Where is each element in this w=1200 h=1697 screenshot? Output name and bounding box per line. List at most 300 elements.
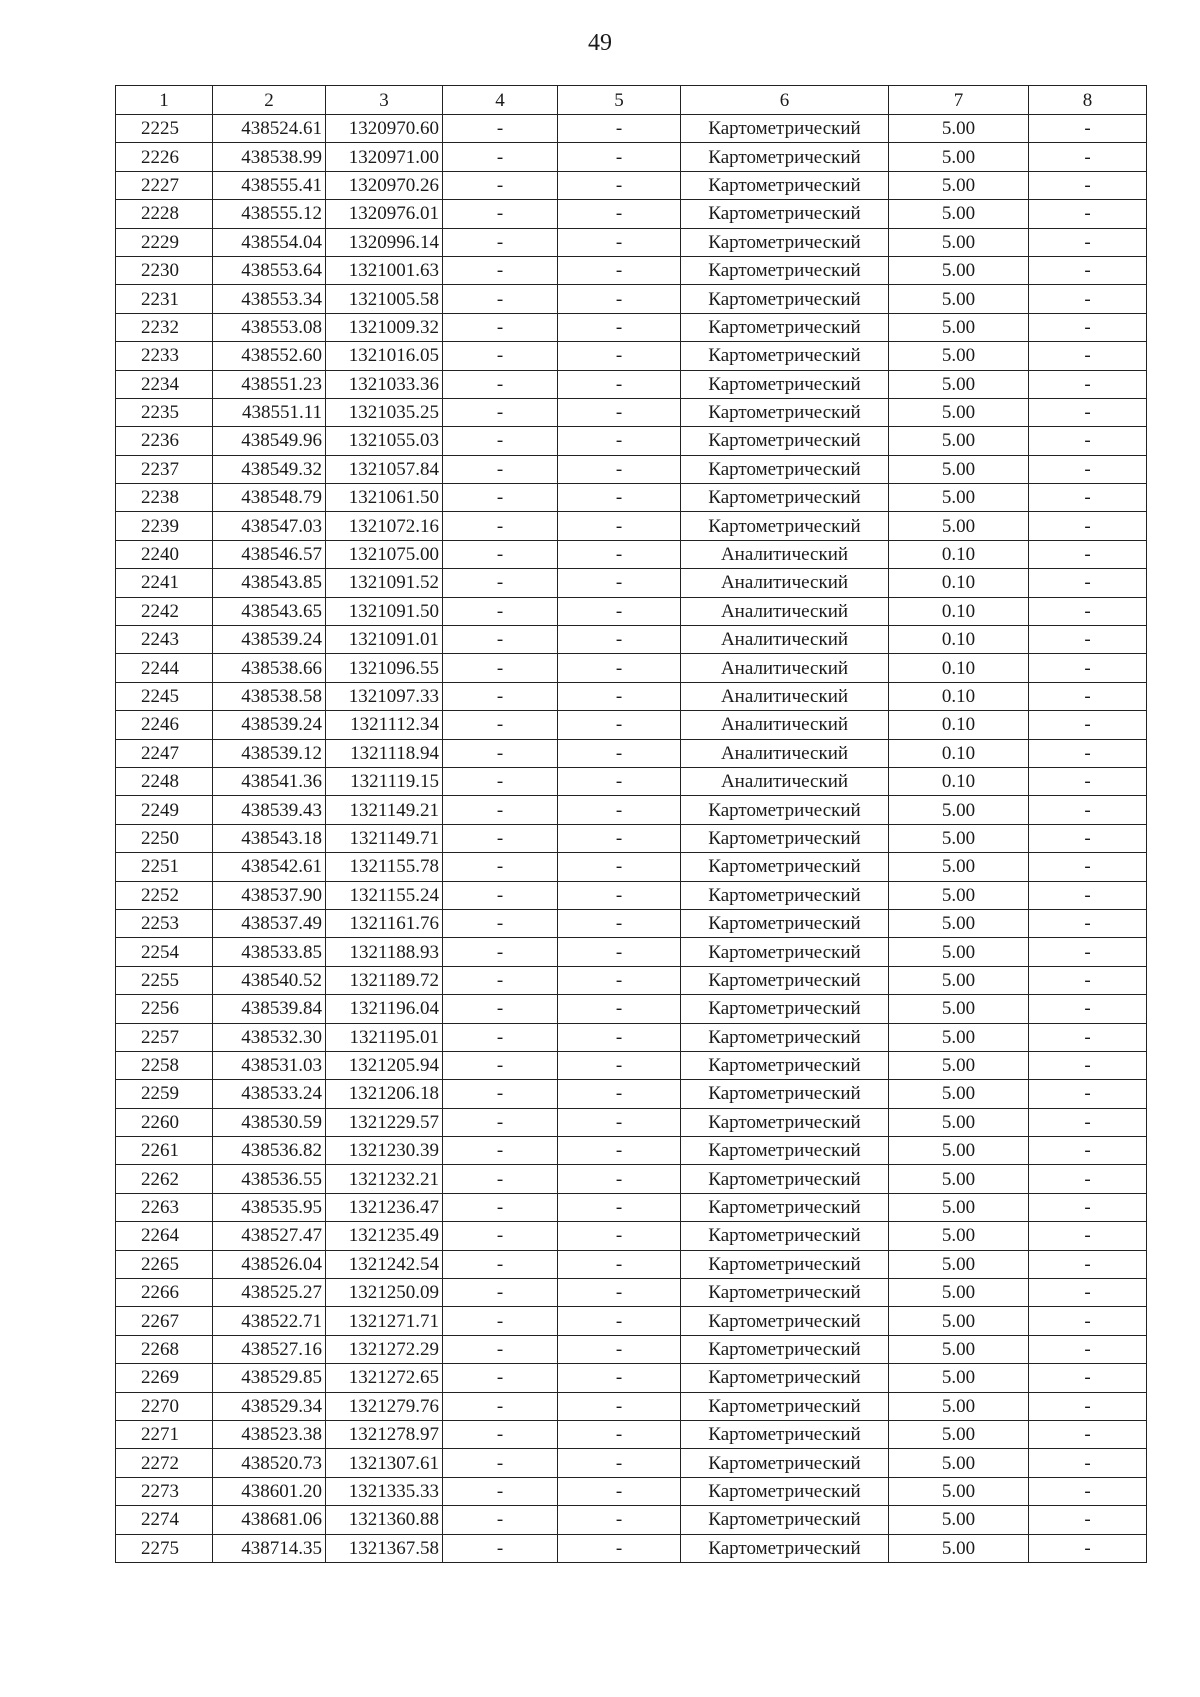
col5-value-cell: - bbox=[558, 342, 681, 370]
method-cell: Картометрический bbox=[681, 853, 889, 881]
method-cell: Картометрический bbox=[681, 1335, 889, 1363]
point-number-cell: 2268 bbox=[116, 1335, 213, 1363]
accuracy-cell: 5.00 bbox=[889, 1477, 1029, 1505]
accuracy-cell: 0.10 bbox=[889, 597, 1029, 625]
accuracy-cell: 5.00 bbox=[889, 484, 1029, 512]
col4-value-cell: - bbox=[443, 1222, 558, 1250]
accuracy-cell: 5.00 bbox=[889, 1137, 1029, 1165]
col4-value-cell: - bbox=[443, 1165, 558, 1193]
x-coordinate-cell: 438549.96 bbox=[213, 427, 326, 455]
method-cell: Картометрический bbox=[681, 1477, 889, 1505]
method-cell: Картометрический bbox=[681, 398, 889, 426]
col8-value-cell: - bbox=[1029, 370, 1147, 398]
col5-value-cell: - bbox=[558, 115, 681, 143]
x-coordinate-cell: 438526.04 bbox=[213, 1250, 326, 1278]
col4-value-cell: - bbox=[443, 881, 558, 909]
col4-value-cell: - bbox=[443, 1506, 558, 1534]
col5-value-cell: - bbox=[558, 1250, 681, 1278]
accuracy-cell: 5.00 bbox=[889, 909, 1029, 937]
accuracy-cell: 0.10 bbox=[889, 739, 1029, 767]
y-coordinate-cell: 1321005.58 bbox=[326, 285, 443, 313]
col5-value-cell: - bbox=[558, 1279, 681, 1307]
point-number-cell: 2273 bbox=[116, 1477, 213, 1505]
accuracy-cell: 0.10 bbox=[889, 682, 1029, 710]
table-row bbox=[116, 1477, 1147, 1505]
col5-value-cell: - bbox=[558, 569, 681, 597]
y-coordinate-cell: 1320976.01 bbox=[326, 200, 443, 228]
col4-value-cell: - bbox=[443, 711, 558, 739]
accuracy-cell: 5.00 bbox=[889, 1420, 1029, 1448]
col4-value-cell: - bbox=[443, 1534, 558, 1562]
table-row bbox=[116, 455, 1147, 483]
col8-value-cell: - bbox=[1029, 1051, 1147, 1079]
y-coordinate-cell: 1321033.36 bbox=[326, 370, 443, 398]
x-coordinate-cell: 438551.11 bbox=[213, 398, 326, 426]
x-coordinate-cell: 438548.79 bbox=[213, 484, 326, 512]
col5-value-cell: - bbox=[558, 597, 681, 625]
col8-value-cell: - bbox=[1029, 1307, 1147, 1335]
col8-value-cell: - bbox=[1029, 455, 1147, 483]
col4-value-cell: - bbox=[443, 1193, 558, 1221]
x-coordinate-cell: 438555.41 bbox=[213, 171, 326, 199]
y-coordinate-cell: 1321188.93 bbox=[326, 938, 443, 966]
method-cell: Картометрический bbox=[681, 342, 889, 370]
method-cell: Картометрический bbox=[681, 1222, 889, 1250]
col4-value-cell: - bbox=[443, 398, 558, 426]
col8-value-cell: - bbox=[1029, 597, 1147, 625]
col8-value-cell: - bbox=[1029, 143, 1147, 171]
accuracy-cell: 0.10 bbox=[889, 711, 1029, 739]
col4-value-cell: - bbox=[443, 342, 558, 370]
y-coordinate-cell: 1321057.84 bbox=[326, 455, 443, 483]
col8-value-cell: - bbox=[1029, 398, 1147, 426]
column-header-4: 4 bbox=[443, 86, 558, 115]
y-coordinate-cell: 1321195.01 bbox=[326, 1023, 443, 1051]
accuracy-cell: 5.00 bbox=[889, 1165, 1029, 1193]
table-row bbox=[116, 200, 1147, 228]
y-coordinate-cell: 1321096.55 bbox=[326, 654, 443, 682]
point-number-cell: 2255 bbox=[116, 966, 213, 994]
point-number-cell: 2226 bbox=[116, 143, 213, 171]
point-number-cell: 2248 bbox=[116, 767, 213, 795]
point-number-cell: 2228 bbox=[116, 200, 213, 228]
col8-value-cell: - bbox=[1029, 569, 1147, 597]
col8-value-cell: - bbox=[1029, 767, 1147, 795]
col5-value-cell: - bbox=[558, 540, 681, 568]
table-row bbox=[116, 966, 1147, 994]
accuracy-cell: 0.10 bbox=[889, 654, 1029, 682]
accuracy-cell: 5.00 bbox=[889, 1392, 1029, 1420]
col4-value-cell: - bbox=[443, 938, 558, 966]
table-row bbox=[116, 739, 1147, 767]
method-cell: Картометрический bbox=[681, 1108, 889, 1136]
y-coordinate-cell: 1320970.60 bbox=[326, 115, 443, 143]
col8-value-cell: - bbox=[1029, 1279, 1147, 1307]
y-coordinate-cell: 1321061.50 bbox=[326, 484, 443, 512]
col4-value-cell: - bbox=[443, 569, 558, 597]
x-coordinate-cell: 438537.90 bbox=[213, 881, 326, 909]
x-coordinate-cell: 438533.24 bbox=[213, 1080, 326, 1108]
col5-value-cell: - bbox=[558, 739, 681, 767]
method-cell: Картометрический bbox=[681, 796, 889, 824]
col5-value-cell: - bbox=[558, 370, 681, 398]
col8-value-cell: - bbox=[1029, 1477, 1147, 1505]
x-coordinate-cell: 438539.84 bbox=[213, 995, 326, 1023]
col5-value-cell: - bbox=[558, 654, 681, 682]
point-number-cell: 2245 bbox=[116, 682, 213, 710]
point-number-cell: 2270 bbox=[116, 1392, 213, 1420]
col8-value-cell: - bbox=[1029, 1137, 1147, 1165]
col4-value-cell: - bbox=[443, 1080, 558, 1108]
y-coordinate-cell: 1321072.16 bbox=[326, 512, 443, 540]
col5-value-cell: - bbox=[558, 285, 681, 313]
method-cell: Картометрический bbox=[681, 1165, 889, 1193]
col5-value-cell: - bbox=[558, 228, 681, 256]
method-cell: Аналитический bbox=[681, 569, 889, 597]
table-row bbox=[116, 313, 1147, 341]
y-coordinate-cell: 1321112.34 bbox=[326, 711, 443, 739]
point-number-cell: 2238 bbox=[116, 484, 213, 512]
column-header-8: 8 bbox=[1029, 86, 1147, 115]
col5-value-cell: - bbox=[558, 143, 681, 171]
col5-value-cell: - bbox=[558, 1534, 681, 1562]
table-row bbox=[116, 767, 1147, 795]
y-coordinate-cell: 1321232.21 bbox=[326, 1165, 443, 1193]
accuracy-cell: 5.00 bbox=[889, 1193, 1029, 1221]
col4-value-cell: - bbox=[443, 739, 558, 767]
col5-value-cell: - bbox=[558, 881, 681, 909]
col8-value-cell: - bbox=[1029, 1023, 1147, 1051]
col8-value-cell: - bbox=[1029, 938, 1147, 966]
method-cell: Картометрический bbox=[681, 1080, 889, 1108]
method-cell: Картометрический bbox=[681, 1449, 889, 1477]
col8-value-cell: - bbox=[1029, 1420, 1147, 1448]
accuracy-cell: 5.00 bbox=[889, 1051, 1029, 1079]
col5-value-cell: - bbox=[558, 200, 681, 228]
table-row bbox=[116, 1165, 1147, 1193]
x-coordinate-cell: 438527.47 bbox=[213, 1222, 326, 1250]
y-coordinate-cell: 1321119.15 bbox=[326, 767, 443, 795]
col8-value-cell: - bbox=[1029, 115, 1147, 143]
method-cell: Картометрический bbox=[681, 228, 889, 256]
method-cell: Картометрический bbox=[681, 370, 889, 398]
table-row bbox=[116, 1051, 1147, 1079]
col4-value-cell: - bbox=[443, 1023, 558, 1051]
page-number: 49 bbox=[588, 30, 612, 56]
col4-value-cell: - bbox=[443, 824, 558, 852]
col4-value-cell: - bbox=[443, 427, 558, 455]
point-number-cell: 2236 bbox=[116, 427, 213, 455]
col4-value-cell: - bbox=[443, 1137, 558, 1165]
x-coordinate-cell: 438552.60 bbox=[213, 342, 326, 370]
col4-value-cell: - bbox=[443, 1364, 558, 1392]
column-header-6: 6 bbox=[681, 86, 889, 115]
y-coordinate-cell: 1321091.52 bbox=[326, 569, 443, 597]
x-coordinate-cell: 438523.38 bbox=[213, 1420, 326, 1448]
col4-value-cell: - bbox=[443, 1307, 558, 1335]
y-coordinate-cell: 1321161.76 bbox=[326, 909, 443, 937]
col4-value-cell: - bbox=[443, 540, 558, 568]
x-coordinate-cell: 438538.99 bbox=[213, 143, 326, 171]
col8-value-cell: - bbox=[1029, 1193, 1147, 1221]
point-number-cell: 2260 bbox=[116, 1108, 213, 1136]
point-number-cell: 2225 bbox=[116, 115, 213, 143]
point-number-cell: 2230 bbox=[116, 256, 213, 284]
accuracy-cell: 5.00 bbox=[889, 1307, 1029, 1335]
y-coordinate-cell: 1320971.00 bbox=[326, 143, 443, 171]
column-header-2: 2 bbox=[213, 86, 326, 115]
x-coordinate-cell: 438542.61 bbox=[213, 853, 326, 881]
accuracy-cell: 5.00 bbox=[889, 824, 1029, 852]
col4-value-cell: - bbox=[443, 115, 558, 143]
point-number-cell: 2246 bbox=[116, 711, 213, 739]
col4-value-cell: - bbox=[443, 1477, 558, 1505]
table-row bbox=[116, 540, 1147, 568]
accuracy-cell: 5.00 bbox=[889, 455, 1029, 483]
table-row bbox=[116, 569, 1147, 597]
col4-value-cell: - bbox=[443, 909, 558, 937]
point-number-cell: 2234 bbox=[116, 370, 213, 398]
col8-value-cell: - bbox=[1029, 796, 1147, 824]
point-number-cell: 2269 bbox=[116, 1364, 213, 1392]
col8-value-cell: - bbox=[1029, 1108, 1147, 1136]
y-coordinate-cell: 1321279.76 bbox=[326, 1392, 443, 1420]
x-coordinate-cell: 438538.58 bbox=[213, 682, 326, 710]
table-row bbox=[116, 1534, 1147, 1562]
method-cell: Картометрический bbox=[681, 1364, 889, 1392]
table-row bbox=[116, 1506, 1147, 1534]
col5-value-cell: - bbox=[558, 1023, 681, 1051]
col5-value-cell: - bbox=[558, 938, 681, 966]
x-coordinate-cell: 438546.57 bbox=[213, 540, 326, 568]
table-row bbox=[116, 881, 1147, 909]
column-header-3: 3 bbox=[326, 86, 443, 115]
col5-value-cell: - bbox=[558, 512, 681, 540]
table-row bbox=[116, 143, 1147, 171]
x-coordinate-cell: 438540.52 bbox=[213, 966, 326, 994]
accuracy-cell: 5.00 bbox=[889, 796, 1029, 824]
point-number-cell: 2243 bbox=[116, 626, 213, 654]
y-coordinate-cell: 1321001.63 bbox=[326, 256, 443, 284]
accuracy-cell: 5.00 bbox=[889, 1449, 1029, 1477]
col4-value-cell: - bbox=[443, 228, 558, 256]
col8-value-cell: - bbox=[1029, 1534, 1147, 1562]
col8-value-cell: - bbox=[1029, 1364, 1147, 1392]
y-coordinate-cell: 1321097.33 bbox=[326, 682, 443, 710]
method-cell: Картометрический bbox=[681, 824, 889, 852]
method-cell: Картометрический bbox=[681, 1250, 889, 1278]
col5-value-cell: - bbox=[558, 1108, 681, 1136]
col8-value-cell: - bbox=[1029, 1506, 1147, 1534]
accuracy-cell: 5.00 bbox=[889, 1222, 1029, 1250]
col5-value-cell: - bbox=[558, 626, 681, 654]
method-cell: Аналитический bbox=[681, 682, 889, 710]
y-coordinate-cell: 1321196.04 bbox=[326, 995, 443, 1023]
y-coordinate-cell: 1320970.26 bbox=[326, 171, 443, 199]
coordinates-table bbox=[115, 85, 1147, 1563]
table-row bbox=[116, 370, 1147, 398]
col5-value-cell: - bbox=[558, 711, 681, 739]
table-row bbox=[116, 824, 1147, 852]
x-coordinate-cell: 438520.73 bbox=[213, 1449, 326, 1477]
table-header-row bbox=[116, 86, 1147, 115]
y-coordinate-cell: 1321335.33 bbox=[326, 1477, 443, 1505]
col5-value-cell: - bbox=[558, 313, 681, 341]
table-row bbox=[116, 1250, 1147, 1278]
point-number-cell: 2256 bbox=[116, 995, 213, 1023]
accuracy-cell: 5.00 bbox=[889, 256, 1029, 284]
col5-value-cell: - bbox=[558, 171, 681, 199]
point-number-cell: 2263 bbox=[116, 1193, 213, 1221]
accuracy-cell: 5.00 bbox=[889, 285, 1029, 313]
y-coordinate-cell: 1321155.24 bbox=[326, 881, 443, 909]
point-number-cell: 2249 bbox=[116, 796, 213, 824]
method-cell: Картометрический bbox=[681, 1534, 889, 1562]
accuracy-cell: 5.00 bbox=[889, 398, 1029, 426]
accuracy-cell: 5.00 bbox=[889, 228, 1029, 256]
point-number-cell: 2259 bbox=[116, 1080, 213, 1108]
y-coordinate-cell: 1321360.88 bbox=[326, 1506, 443, 1534]
x-coordinate-cell: 438527.16 bbox=[213, 1335, 326, 1363]
y-coordinate-cell: 1321229.57 bbox=[326, 1108, 443, 1136]
accuracy-cell: 5.00 bbox=[889, 427, 1029, 455]
method-cell: Картометрический bbox=[681, 484, 889, 512]
col4-value-cell: - bbox=[443, 1392, 558, 1420]
y-coordinate-cell: 1321055.03 bbox=[326, 427, 443, 455]
col4-value-cell: - bbox=[443, 626, 558, 654]
table-row bbox=[116, 1335, 1147, 1363]
method-cell: Картометрический bbox=[681, 427, 889, 455]
accuracy-cell: 5.00 bbox=[889, 1279, 1029, 1307]
accuracy-cell: 5.00 bbox=[889, 143, 1029, 171]
y-coordinate-cell: 1321307.61 bbox=[326, 1449, 443, 1477]
y-coordinate-cell: 1321189.72 bbox=[326, 966, 443, 994]
col8-value-cell: - bbox=[1029, 540, 1147, 568]
method-cell: Картометрический bbox=[681, 1392, 889, 1420]
point-number-cell: 2235 bbox=[116, 398, 213, 426]
y-coordinate-cell: 1321272.29 bbox=[326, 1335, 443, 1363]
method-cell: Аналитический bbox=[681, 711, 889, 739]
x-coordinate-cell: 438543.85 bbox=[213, 569, 326, 597]
point-number-cell: 2261 bbox=[116, 1137, 213, 1165]
accuracy-cell: 5.00 bbox=[889, 1534, 1029, 1562]
col5-value-cell: - bbox=[558, 682, 681, 710]
table-row bbox=[116, 228, 1147, 256]
y-coordinate-cell: 1321278.97 bbox=[326, 1420, 443, 1448]
y-coordinate-cell: 1321250.09 bbox=[326, 1279, 443, 1307]
x-coordinate-cell: 438553.08 bbox=[213, 313, 326, 341]
x-coordinate-cell: 438539.43 bbox=[213, 796, 326, 824]
table-row bbox=[116, 853, 1147, 881]
x-coordinate-cell: 438555.12 bbox=[213, 200, 326, 228]
col8-value-cell: - bbox=[1029, 1392, 1147, 1420]
point-number-cell: 2241 bbox=[116, 569, 213, 597]
method-cell: Картометрический bbox=[681, 313, 889, 341]
accuracy-cell: 5.00 bbox=[889, 1108, 1029, 1136]
col5-value-cell: - bbox=[558, 767, 681, 795]
method-cell: Картометрический bbox=[681, 1051, 889, 1079]
point-number-cell: 2274 bbox=[116, 1506, 213, 1534]
col8-value-cell: - bbox=[1029, 1449, 1147, 1477]
table-row bbox=[116, 654, 1147, 682]
col5-value-cell: - bbox=[558, 1335, 681, 1363]
x-coordinate-cell: 438601.20 bbox=[213, 1477, 326, 1505]
point-number-cell: 2254 bbox=[116, 938, 213, 966]
col5-value-cell: - bbox=[558, 427, 681, 455]
x-coordinate-cell: 438551.23 bbox=[213, 370, 326, 398]
table-row bbox=[116, 1193, 1147, 1221]
x-coordinate-cell: 438553.64 bbox=[213, 256, 326, 284]
x-coordinate-cell: 438533.85 bbox=[213, 938, 326, 966]
method-cell: Картометрический bbox=[681, 995, 889, 1023]
col8-value-cell: - bbox=[1029, 739, 1147, 767]
col4-value-cell: - bbox=[443, 1279, 558, 1307]
accuracy-cell: 0.10 bbox=[889, 569, 1029, 597]
x-coordinate-cell: 438536.55 bbox=[213, 1165, 326, 1193]
y-coordinate-cell: 1321230.39 bbox=[326, 1137, 443, 1165]
col8-value-cell: - bbox=[1029, 654, 1147, 682]
point-number-cell: 2266 bbox=[116, 1279, 213, 1307]
point-number-cell: 2272 bbox=[116, 1449, 213, 1477]
x-coordinate-cell: 438537.49 bbox=[213, 909, 326, 937]
accuracy-cell: 5.00 bbox=[889, 1250, 1029, 1278]
x-coordinate-cell: 438535.95 bbox=[213, 1193, 326, 1221]
table-row bbox=[116, 682, 1147, 710]
table-row bbox=[116, 1023, 1147, 1051]
y-coordinate-cell: 1321235.49 bbox=[326, 1222, 443, 1250]
col4-value-cell: - bbox=[443, 285, 558, 313]
y-coordinate-cell: 1321009.32 bbox=[326, 313, 443, 341]
method-cell: Картометрический bbox=[681, 966, 889, 994]
method-cell: Картометрический bbox=[681, 881, 889, 909]
point-number-cell: 2239 bbox=[116, 512, 213, 540]
col4-value-cell: - bbox=[443, 370, 558, 398]
point-number-cell: 2252 bbox=[116, 881, 213, 909]
table-row bbox=[116, 909, 1147, 937]
point-number-cell: 2231 bbox=[116, 285, 213, 313]
col5-value-cell: - bbox=[558, 1222, 681, 1250]
col8-value-cell: - bbox=[1029, 1222, 1147, 1250]
method-cell: Картометрический bbox=[681, 909, 889, 937]
col4-value-cell: - bbox=[443, 966, 558, 994]
col5-value-cell: - bbox=[558, 1051, 681, 1079]
col5-value-cell: - bbox=[558, 966, 681, 994]
col8-value-cell: - bbox=[1029, 824, 1147, 852]
method-cell: Аналитический bbox=[681, 654, 889, 682]
x-coordinate-cell: 438539.24 bbox=[213, 711, 326, 739]
method-cell: Картометрический bbox=[681, 256, 889, 284]
point-number-cell: 2227 bbox=[116, 171, 213, 199]
point-number-cell: 2265 bbox=[116, 1250, 213, 1278]
col4-value-cell: - bbox=[443, 455, 558, 483]
accuracy-cell: 5.00 bbox=[889, 853, 1029, 881]
col8-value-cell: - bbox=[1029, 1335, 1147, 1363]
col8-value-cell: - bbox=[1029, 881, 1147, 909]
x-coordinate-cell: 438538.66 bbox=[213, 654, 326, 682]
y-coordinate-cell: 1321035.25 bbox=[326, 398, 443, 426]
y-coordinate-cell: 1321155.78 bbox=[326, 853, 443, 881]
y-coordinate-cell: 1321091.01 bbox=[326, 626, 443, 654]
col8-value-cell: - bbox=[1029, 200, 1147, 228]
method-cell: Картометрический bbox=[681, 1137, 889, 1165]
x-coordinate-cell: 438543.65 bbox=[213, 597, 326, 625]
col8-value-cell: - bbox=[1029, 342, 1147, 370]
col4-value-cell: - bbox=[443, 796, 558, 824]
y-coordinate-cell: 1321236.47 bbox=[326, 1193, 443, 1221]
col4-value-cell: - bbox=[443, 1420, 558, 1448]
col4-value-cell: - bbox=[443, 767, 558, 795]
y-coordinate-cell: 1321091.50 bbox=[326, 597, 443, 625]
